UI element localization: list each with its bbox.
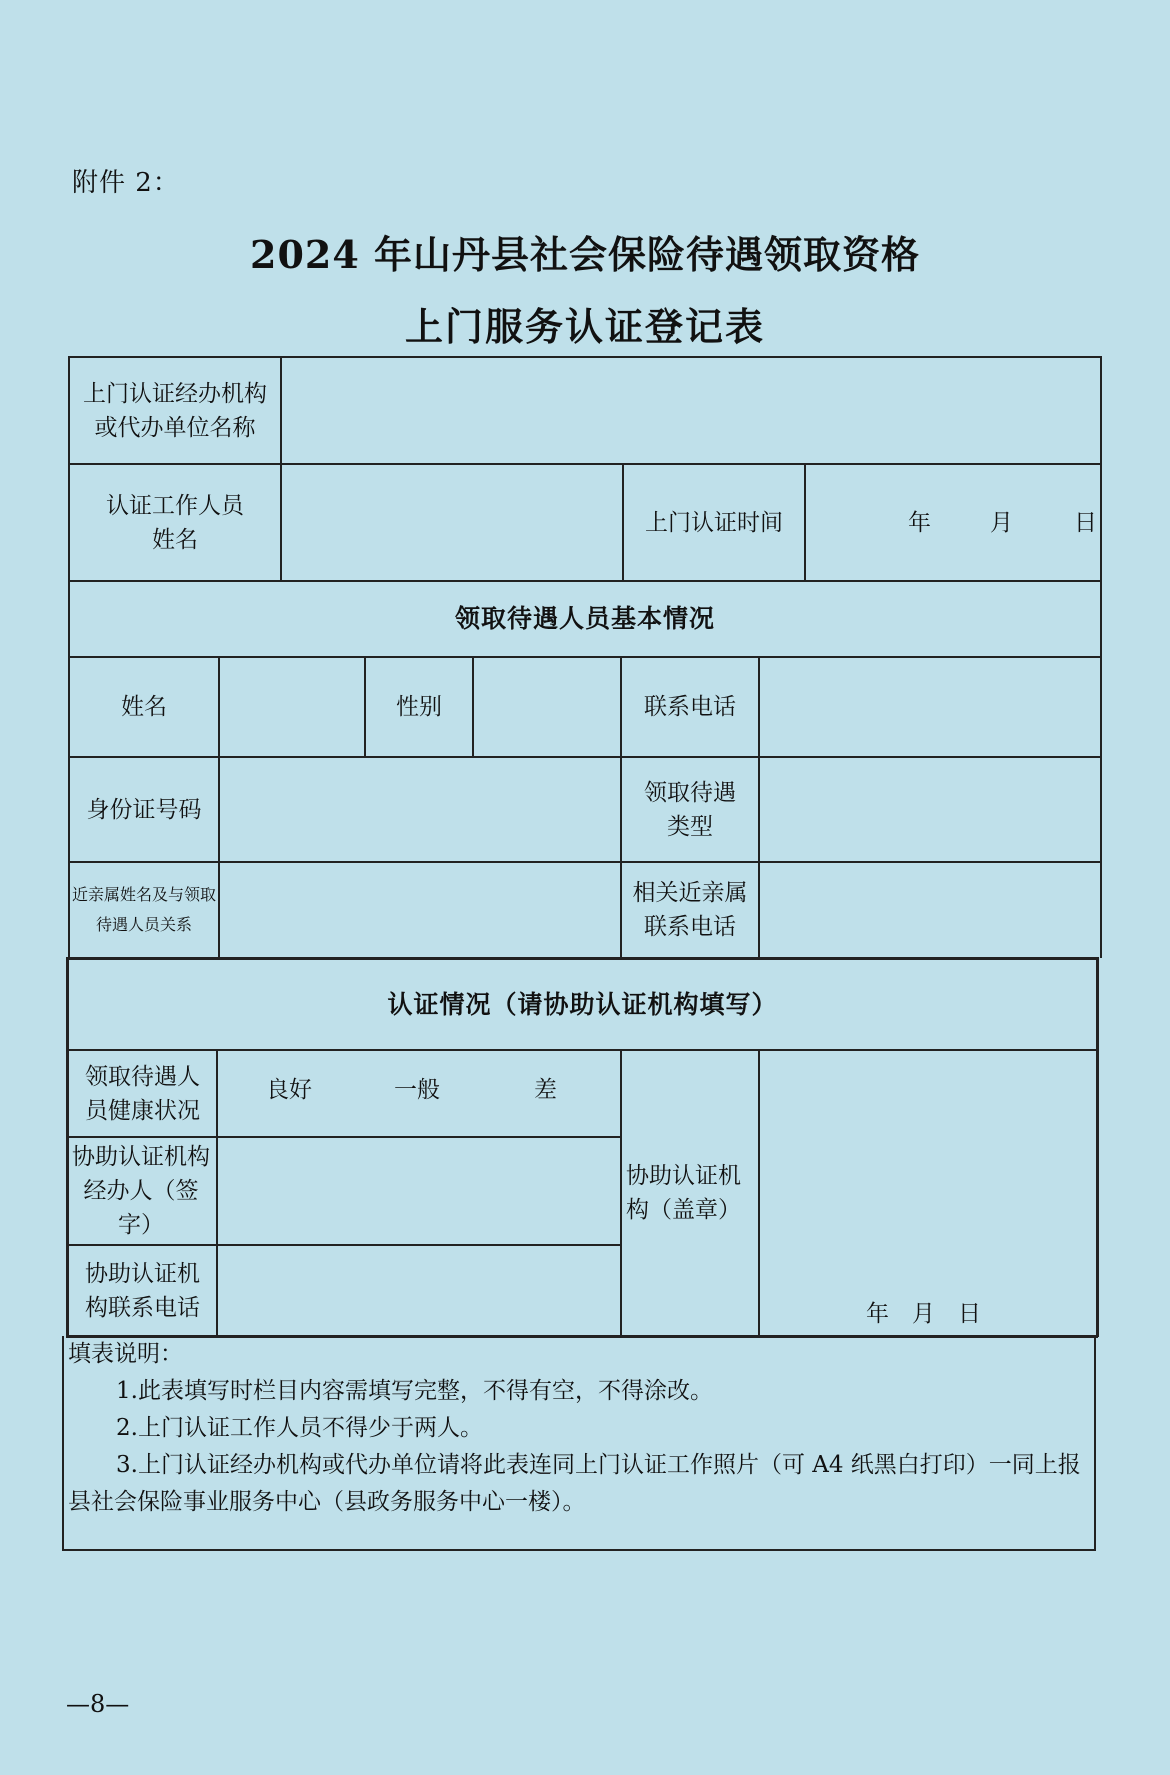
assist-handler-label: 协助认证机构经办人（签字） xyxy=(72,1144,210,1238)
benefit-type-field[interactable] xyxy=(760,758,1100,861)
relative-phone-label: 相关近亲属联系电话 xyxy=(632,880,748,940)
benefit-type-label: 领取待遇类型 xyxy=(644,779,736,840)
name-field[interactable] xyxy=(220,658,364,756)
instructions-heading: 填表说明： xyxy=(68,1341,183,1367)
instruction-item-2: 2.上门认证工作人员不得少于两人。 xyxy=(116,1415,483,1441)
gender-label: 性别 xyxy=(396,694,442,720)
seal-date: 年 月 日 xyxy=(866,1301,981,1327)
assist-phone-field[interactable] xyxy=(218,1246,620,1335)
phone-field[interactable] xyxy=(760,658,1100,756)
name-label: 姓名 xyxy=(121,694,167,720)
attachment-label: 附件 2： xyxy=(72,168,180,198)
date-month: 月 xyxy=(990,509,1013,536)
instruction-item-3: 3.上门认证经办机构或代办单位请将此表连同上门认证工作照片（可 A4 纸黑白打印）一同上报县社会保险事业服务中心（县政务服务中心一楼）。 xyxy=(68,1452,1081,1515)
id-label: 身份证号码 xyxy=(86,796,202,823)
date-day: 日 xyxy=(1074,509,1097,536)
id-field[interactable] xyxy=(220,758,620,861)
instruction-item-1: 1.此表填写时栏目内容需填写完整，不得有空，不得涂改。 xyxy=(116,1378,713,1404)
assist-handler-field[interactable] xyxy=(218,1138,620,1244)
assist-agency-seal-label: 协助认证机构（盖章） xyxy=(626,1163,741,1223)
health-option-poor[interactable]: 差 xyxy=(534,1077,557,1103)
staff-name-field[interactable] xyxy=(282,465,622,580)
staff-label: 认证工作人员姓名 xyxy=(106,492,244,553)
form-title-line2: 上门服务认证登记表 xyxy=(404,304,765,349)
date-year: 年 xyxy=(908,509,931,536)
instructions xyxy=(68,1336,1084,1521)
agency-field[interactable] xyxy=(282,358,1100,463)
visit-time-label: 上门认证时间 xyxy=(645,509,783,536)
seal-area[interactable] xyxy=(760,1051,1096,1335)
health-options xyxy=(218,1051,620,1136)
visit-date-field[interactable] xyxy=(806,465,1100,580)
relative-field[interactable] xyxy=(220,863,620,957)
health-label: 领取待遇人员健康状况 xyxy=(85,1063,200,1124)
health-option-good[interactable]: 良好 xyxy=(266,1077,312,1103)
assist-phone-label: 协助认证机构联系电话 xyxy=(85,1260,200,1321)
relative-phone-field[interactable] xyxy=(760,863,1100,957)
form-title-line1: 2024 年山丹县社会保险待遇领取资格 xyxy=(250,232,920,277)
agency-label: 上门认证经办机构或代办单位名称 xyxy=(83,380,267,441)
basic-section-title: 领取待遇人员基本情况 xyxy=(454,604,715,633)
phone-label: 联系电话 xyxy=(644,694,736,720)
relative-label: 近亲属姓名及与领取待遇人员关系 xyxy=(72,885,217,934)
gender-field[interactable] xyxy=(474,658,620,756)
cert-section-title: 认证情况（请协助认证机构填写） xyxy=(387,989,778,1019)
health-option-fair[interactable]: 一般 xyxy=(394,1077,440,1103)
page-number: —8— xyxy=(66,1690,130,1718)
